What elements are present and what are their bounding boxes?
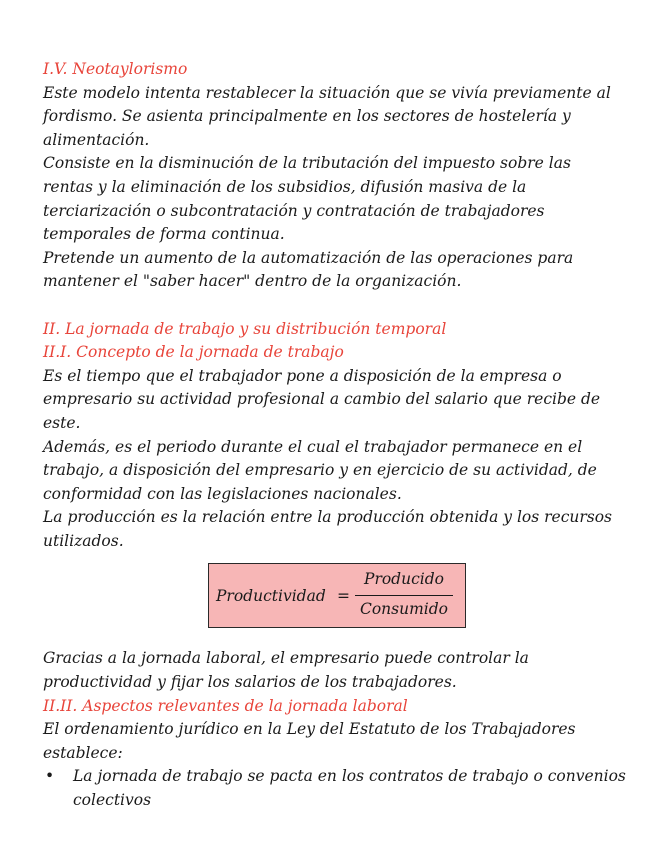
spacer	[43, 294, 633, 318]
text-line: Es el tiempo que el trabajador pone a disposición de la empresa o	[43, 366, 562, 385]
text-line: trabajo, a disposición del empresario y en ejercicio de su actividad, de	[43, 461, 597, 480]
text-line: Pretende un aumento de la automatización de las operaciones para	[43, 248, 574, 267]
text-line: establece:	[43, 743, 123, 762]
text-line: El ordenamiento jurídico en la Ley del Estatuto de los Trabajadores	[43, 720, 576, 739]
paragraph-jornada-5	[43, 718, 633, 765]
formula-numerator: Producido	[364, 570, 444, 589]
formula-container	[43, 553, 633, 647]
paragraph-jornada-3	[43, 506, 633, 553]
paragraph-neotaylorismo-2	[43, 152, 633, 246]
fraction-bar	[355, 595, 453, 596]
text-line: terciarización o subcontratación y contratación de trabajadores	[43, 201, 545, 220]
paragraph-neotaylorismo-3	[43, 247, 633, 294]
formula-left-term: Productividad	[216, 587, 326, 606]
paragraph-jornada-1	[43, 365, 633, 436]
text-line: Este modelo intenta restablecer la situación que se vivía previamente al	[43, 83, 611, 102]
text-line: rentas y la eliminación de los subsidios, difusión masiva de la	[43, 177, 527, 196]
text-line: Consiste en la disminución de la tributación del impuesto sobre las	[43, 154, 571, 173]
text-line: La producción es la relación entre la producción obtenida y los recursos	[43, 508, 613, 527]
bullet-icon: •	[45, 767, 55, 786]
section-heading-neotaylorismo: I.V. Neotaylorismo	[43, 60, 188, 78]
text-line: este.	[43, 413, 81, 432]
paragraph-jornada-4	[43, 647, 633, 694]
formula-denominator: Consumido	[359, 600, 449, 619]
text-line: conformidad con las legislaciones nacionales.	[43, 484, 402, 503]
document-page	[43, 58, 633, 813]
paragraph-neotaylorismo-1	[43, 82, 633, 153]
text-line: La jornada de trabajo se pacta en los contratos de trabajo o convenios	[73, 767, 626, 786]
formula-equals-sign: =	[337, 587, 350, 606]
text-line: fordismo. Se asienta principalmente en los sectores de hostelería y	[43, 107, 571, 126]
text-line: empresario su actividad profesional a cambio del salario que recibe de	[43, 390, 601, 409]
text-line: productividad y fijar los salarios de los trabajadores.	[43, 673, 457, 692]
productivity-formula-box	[208, 563, 466, 628]
paragraph-jornada-2	[43, 436, 633, 507]
text-line: mantener el "saber hacer" dentro de la organización.	[43, 272, 462, 291]
text-line: Gracias a la jornada laboral, el empresario puede controlar la	[43, 649, 529, 668]
subsection-heading-concepto: II.I. Concepto de la jornada de trabajo	[43, 343, 344, 362]
subsection-heading-aspectos: II.II. Aspectos relevantes de la jornada laboral	[43, 696, 408, 715]
text-line: utilizados.	[43, 531, 124, 550]
formula-fraction	[355, 568, 453, 621]
text-line: alimentación.	[43, 130, 150, 149]
text-line: colectivos	[73, 791, 152, 810]
text-line: Además, es el periodo durante el cual el trabajador permanece en el	[43, 437, 583, 456]
text-line: temporales de forma continua.	[43, 225, 285, 244]
bullet-list-item	[43, 765, 633, 812]
section-heading-jornada: II. La jornada de trabajo y su distribución temporal	[43, 319, 447, 338]
